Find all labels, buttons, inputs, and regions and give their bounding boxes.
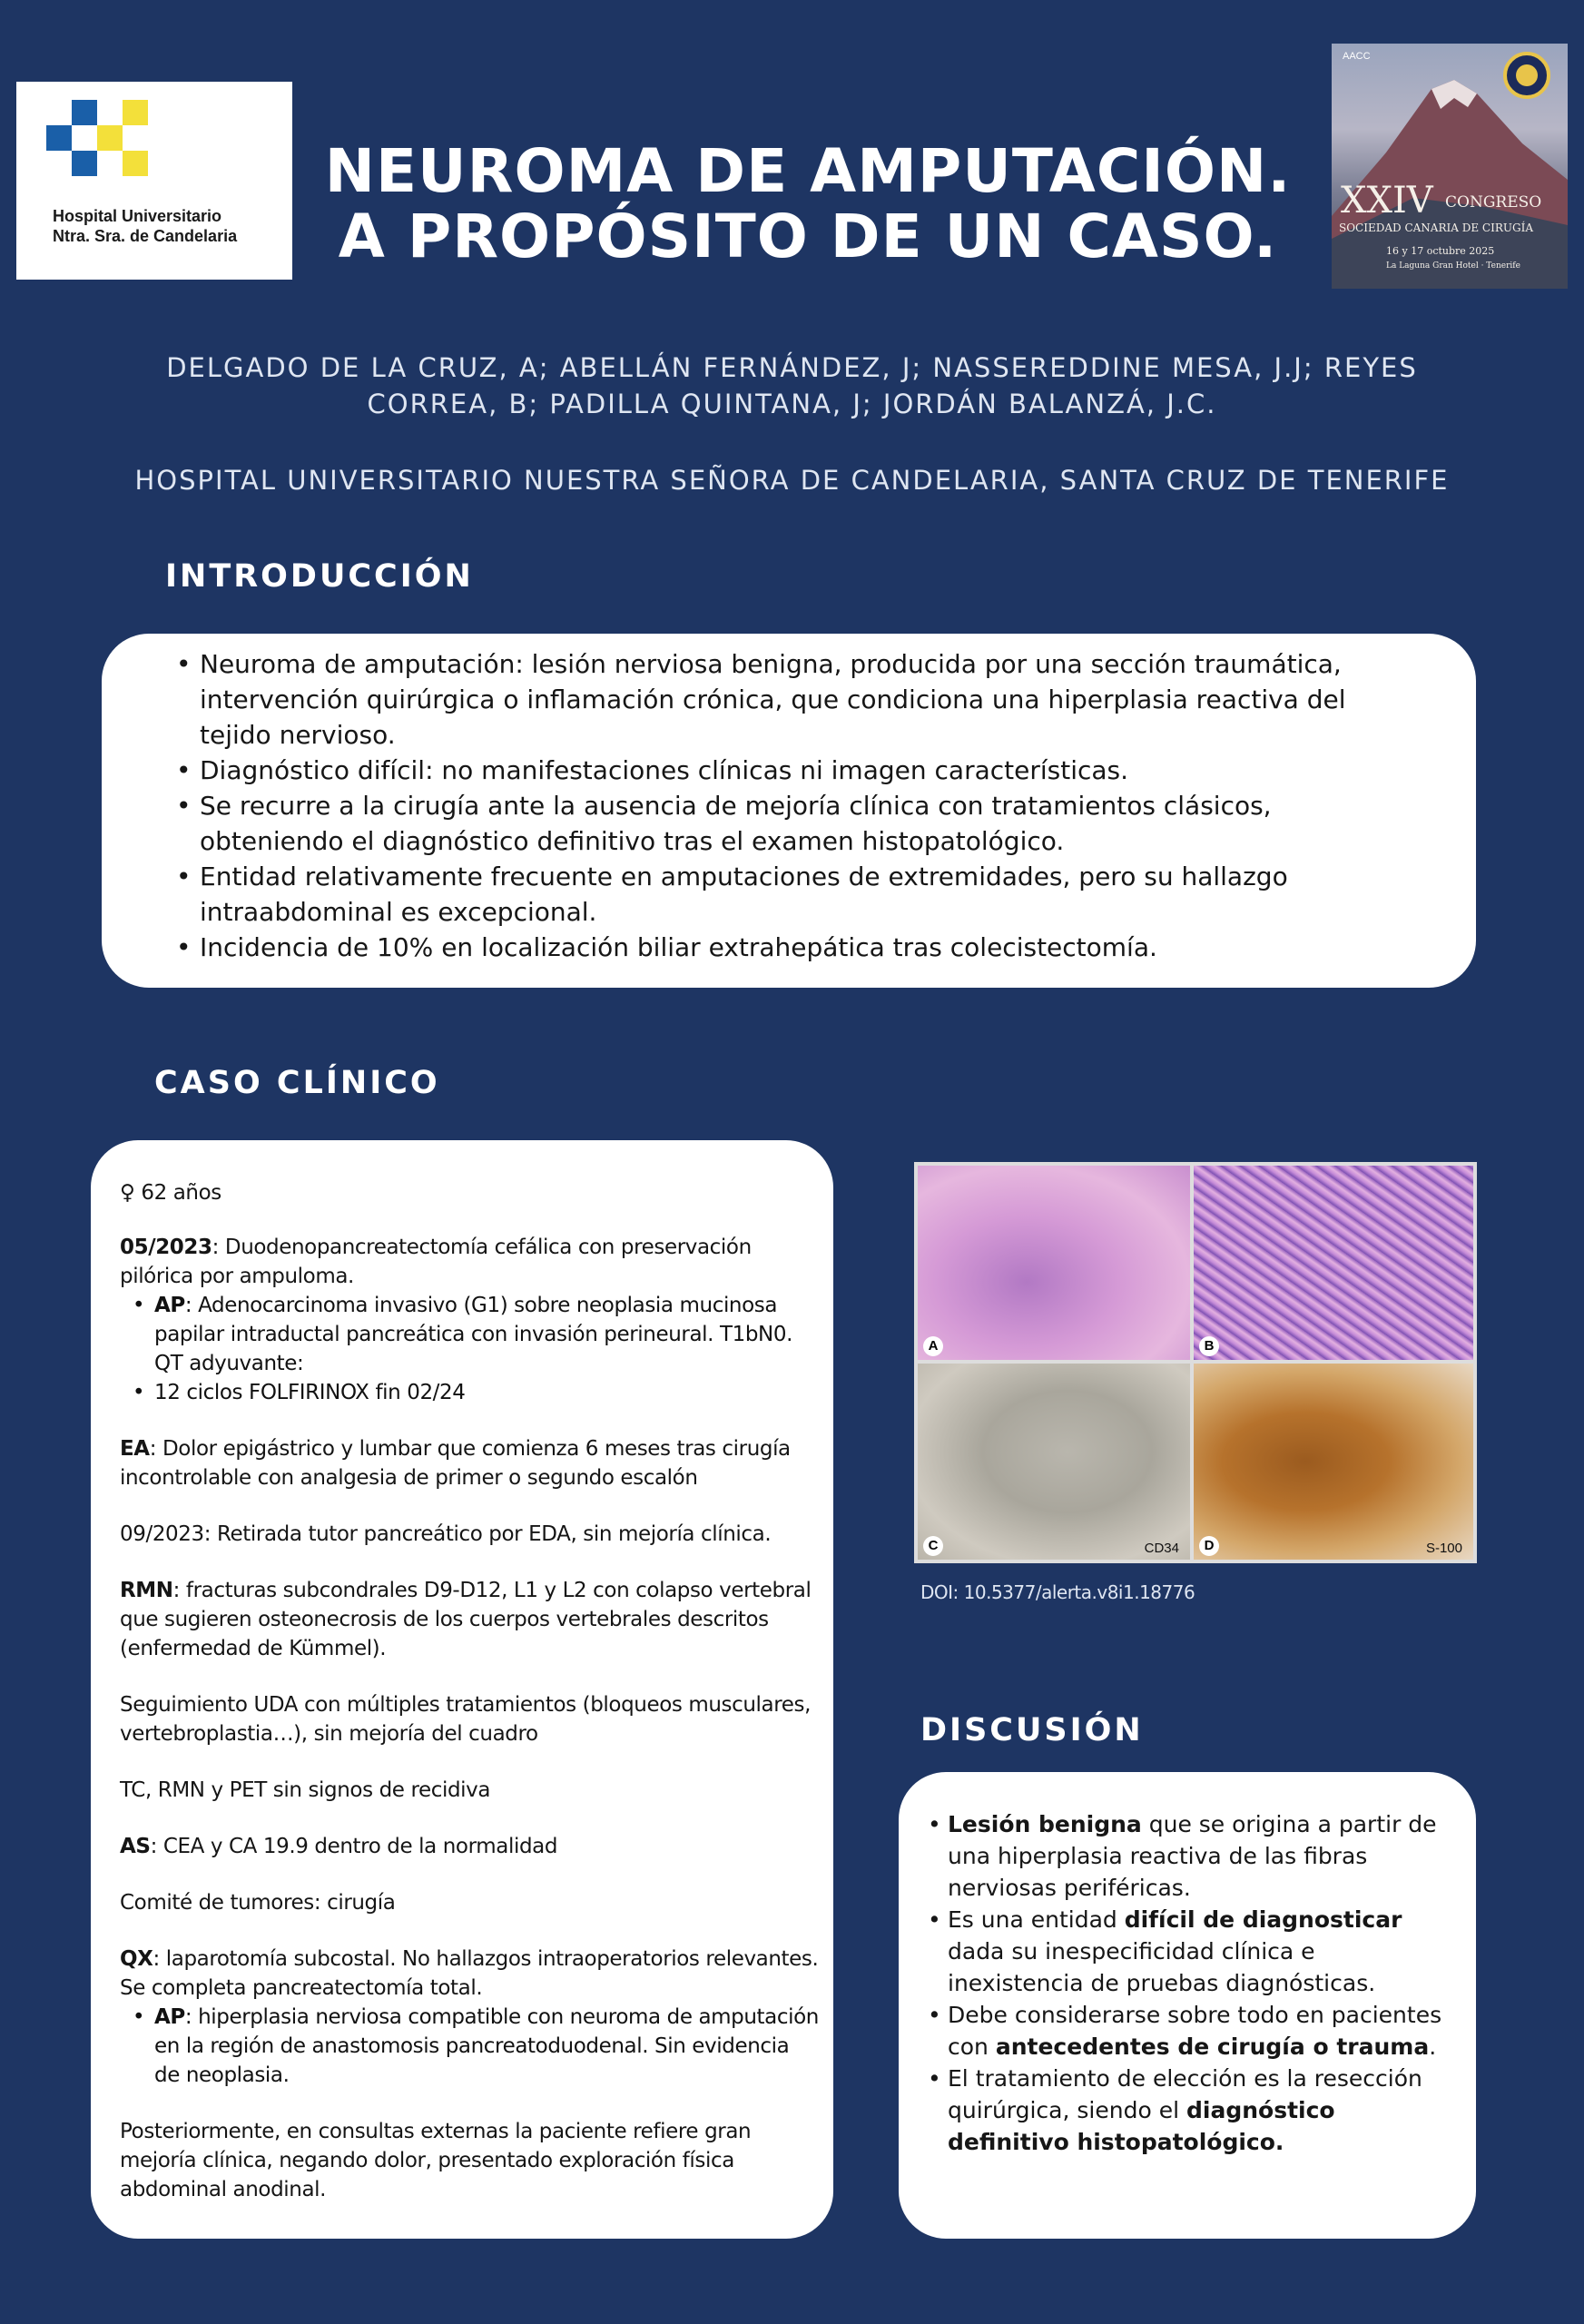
authors-line2: CORREA, B; PADILLA QUINTANA, J; JORDÁN BALANZÁ, J.C. [367, 389, 1217, 419]
intro-item: • Entidad relativamente frecuente en amputaciones de extremidades, pero su hallazgo intraabdominal es excepcional. [174, 859, 1418, 930]
panel-label-d: D [1199, 1536, 1219, 1556]
panel-label-c: C [923, 1536, 943, 1556]
discussion-heading: DISCUSIÓN [920, 1712, 1144, 1748]
logo-square-yellow [97, 125, 123, 151]
case-content [120, 1178, 819, 2204]
histology-panel-b [1194, 1166, 1473, 1360]
case-paragraph-rmn: RMN: fracturas subcondrales D9-D12, L1 y L2 con colapso vertebral que sugieren osteonecrosis de los cuerpos vertebrales descritos (enfermedad de Kümmel). [120, 1579, 812, 1660]
congress-dates: 16 y 17 octubre 2025 [1386, 245, 1495, 257]
intro-item: • Se recurre a la cirugía ante la ausencia de mejoría clínica con tratamientos clásicos, obteniendo el diagnóstico definitivo tras el examen histopatológico. [174, 788, 1418, 859]
logo-square-blue [72, 100, 97, 125]
case-paragraph-as: AS: CEA y CA 19.9 dentro de la normalidad [120, 1835, 558, 1858]
logo-square-yellow [123, 100, 148, 125]
case-paragraph-qx: QX: laparotomía subcostal. No hallazgos intraoperatorios relevantes. Se completa pancreatectomía total. [120, 1947, 819, 2000]
panel-label-b: B [1199, 1336, 1219, 1356]
page-title-line1: NEUROMA DE AMPUTACIÓN. [324, 136, 1292, 206]
hospital-logo [16, 82, 292, 280]
congress-venue: La Laguna Gran Hotel · Tenerife [1386, 261, 1520, 271]
panel-c-tag: CD34 [1144, 1541, 1179, 1556]
discussion-card [899, 1772, 1476, 2239]
intro-item: • Diagnóstico difícil: no manifestaciones clínicas ni imagen características. [174, 753, 1418, 788]
discussion-item: • Debe considerarse sobre todo en pacientes con antecedentes de cirugía o trauma. [920, 1999, 1458, 2063]
logo-square-blue [72, 151, 97, 176]
case-ap-list [120, 1291, 819, 1407]
congress-word: CONGRESO [1445, 193, 1542, 212]
case-paragraph-tc: TC, RMN y PET sin signos de recidiva [120, 1778, 491, 1802]
discussion-item: • Es una entidad difícil de diagnosticar dada su inespecificidad clínica e inexistencia de pruebas diagnósticas. [920, 1904, 1458, 1999]
intro-item: • Neuroma de amputación: lesión nerviosa benigna, producida por una sección traumática, intervención quirúrgica o inflamación crónica, que condiciona una hiperplasia reactiva del tejido nervioso. [174, 646, 1418, 753]
logo-text-line2: Ntra. Sra. de Candelaria [53, 227, 238, 245]
histology-panel-a [918, 1166, 1190, 1360]
case-ap2-item: • AP: hiperplasia nerviosa compatible con neuroma de amputación en la región de anastomosis pancreatoduodenal. Sin evidencia de neoplasia. [120, 2003, 819, 2090]
case-paragraph-uda: Seguimiento UDA con múltiples tratamientos (bloqueos musculares, vertebroplastia…), sin mejoría del cuadro [120, 1693, 812, 1746]
congress-society: SOCIEDAD CANARIA DE CIRUGÍA [1339, 222, 1533, 234]
histology-figure [914, 1162, 1477, 1563]
logo-square-blue [46, 125, 72, 151]
case-paragraph-ea: EA: Dolor epigástrico y lumbar que comienza 6 meses tras cirugía incontrolable con analgesia de primer o segundo escalón [120, 1437, 791, 1490]
affiliation: HOSPITAL UNIVERSITARIO NUESTRA SEÑORA DE CANDELARIA, SANTA CRUZ DE TENERIFE [134, 465, 1450, 496]
panel-label-a: A [923, 1336, 943, 1356]
case-paragraph-comite: Comité de tumores: cirugía [120, 1891, 396, 1915]
logo-text-line1: Hospital Universitario [53, 207, 222, 225]
intro-item: • Incidencia de 10% en localización biliar extrahepática tras colecistectomía. [174, 930, 1418, 965]
case-qt-item: • 12 ciclos FOLFIRINOX fin 02/24 [120, 1378, 819, 1407]
congress-poster-image [1332, 44, 1568, 289]
intro-heading: INTRODUCCIÓN [165, 558, 474, 595]
panel-d-tag: S-100 [1425, 1541, 1462, 1556]
authors-line1: DELGADO DE LA CRUZ, A; ABELLÁN FERNÁNDEZ, J; NASSEREDDINE MESA, J.J; REYES [166, 352, 1418, 383]
discussion-item: • Lesión benigna que se origina a partir de una hiperplasia reactiva de las fibras nerviosas periféricas. [920, 1808, 1458, 1904]
congress-label: AACC [1343, 51, 1371, 62]
case-paragraph-0923: 09/2023: Retirada tutor pancreático por EDA, sin mejoría clínica. [120, 1522, 772, 1546]
page-title-line2: A PROPÓSITO DE UN CASO. [338, 202, 1278, 271]
case-ap2-list [120, 2003, 819, 2090]
intro-list [174, 646, 1418, 965]
congress-roman: XXIV [1341, 180, 1433, 222]
intro-card [102, 634, 1476, 988]
case-heading: CASO CLÍNICO [154, 1065, 440, 1101]
case-paragraph-0523: 05/2023: Duodenopancreatectomía cefálica con preservación pilórica por ampuloma. [120, 1236, 752, 1288]
histology-panel-d [1194, 1364, 1473, 1560]
figure-doi: DOI: 10.5377/alerta.v8i1.18776 [920, 1581, 1195, 1603]
case-age: ♀ 62 años [120, 1181, 221, 1205]
case-card [91, 1140, 833, 2239]
discussion-list [920, 1808, 1458, 2158]
case-ap-item: • AP: Adenocarcinoma invasivo (G1) sobre neoplasia mucinosa papilar intraductal pancreática con invasión perineural. T1bN0. QT adyuvante: [120, 1291, 819, 1378]
discussion-item: • El tratamiento de elección es la resección quirúrgica, siendo el diagnóstico definitivo histopatológico. [920, 2063, 1458, 2158]
histology-panel-c [918, 1364, 1190, 1560]
logo-square-yellow [123, 151, 148, 176]
case-paragraph-post: Posteriormente, en consultas externas la paciente refiere gran mejoría clínica, negando dolor, presentado exploración física abdominal anodinal. [120, 2120, 752, 2201]
